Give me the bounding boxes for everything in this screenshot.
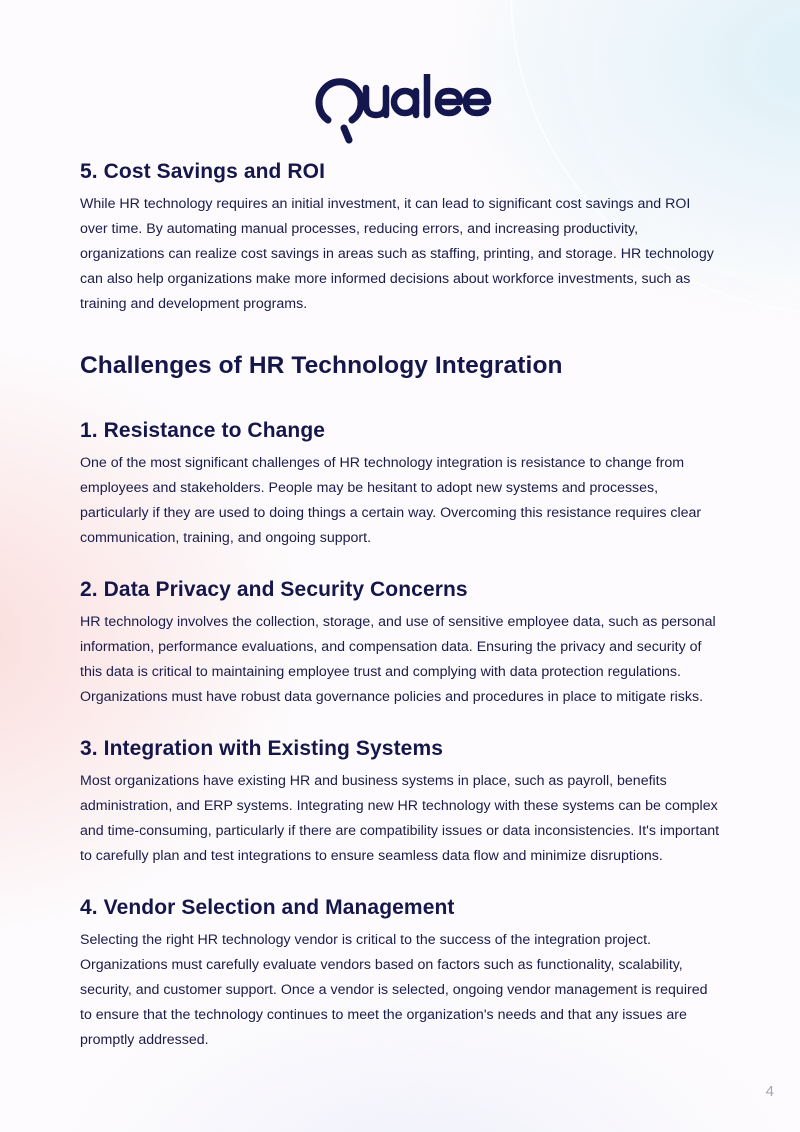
section-integration-existing-systems xyxy=(80,733,720,869)
qualee-logo xyxy=(312,74,492,144)
qualee-logo-mark xyxy=(312,74,492,144)
section-heading: 1. Resistance to Change xyxy=(80,419,326,442)
section-body: HR technology involves the collection, storage, and use of sensitive employee data, such as personal information, performance evaluations, and compensation data. Ensuring the privacy and security of this data is critical to maintaining employee trust and complying with data protection regulations. Organizations must have robust data governance policies and procedures in place to mitigate risks. xyxy=(80,614,716,705)
section-body: Most organizations have existing HR and business systems in place, such as payroll, benefits administration, and ERP systems. Integrating new HR technology with these systems can be complex and time-consuming, particularly if there are compatibility issues or data inconsistencies. It's important to carefully plan and test integrations to ensure seamless data flow and minimize disruptions. xyxy=(80,773,720,864)
chapter-title: Challenges of HR Technology Integration xyxy=(80,352,563,379)
section-vendor-selection xyxy=(80,892,720,1053)
section-heading: 2. Data Privacy and Security Concerns xyxy=(80,578,468,601)
section-resistance-to-change xyxy=(80,415,720,551)
page-number: 4 xyxy=(765,1083,774,1100)
section-heading: 5. Cost Savings and ROI xyxy=(80,160,326,183)
main-content xyxy=(80,156,720,1076)
section-data-privacy xyxy=(80,574,720,710)
section-heading: 4. Vendor Selection and Management xyxy=(80,896,455,919)
section-body: One of the most significant challenges of HR technology integration is resistance to change from employees and stakeholders. People may be hesitant to adopt new systems and processes, particularly if they are used to doing things a certain way. Overcoming this resistance requires clear communication, training, and ongoing support. xyxy=(80,455,702,546)
section-heading: 3. Integration with Existing Systems xyxy=(80,737,444,760)
section-cost-savings xyxy=(80,156,720,317)
section-body: Selecting the right HR technology vendor is critical to the success of the integration project. Organizations must carefully evaluate vendors based on factors such as functionality, scalability, security, and customer support. Once a vendor is selected, ongoing vendor management is required to ensure that the technology continues to meet the organization's needs and that any issues are promptly addressed. xyxy=(80,932,708,1048)
section-body: While HR technology requires an initial investment, it can lead to significant cost savings and ROI over time. By automating manual processes, reducing errors, and increasing productivity, organizations can realize cost savings in areas such as staffing, printing, and storage. HR technology can also help organizations make more informed decisions about workforce investments, such as training and development programs. xyxy=(80,196,714,312)
